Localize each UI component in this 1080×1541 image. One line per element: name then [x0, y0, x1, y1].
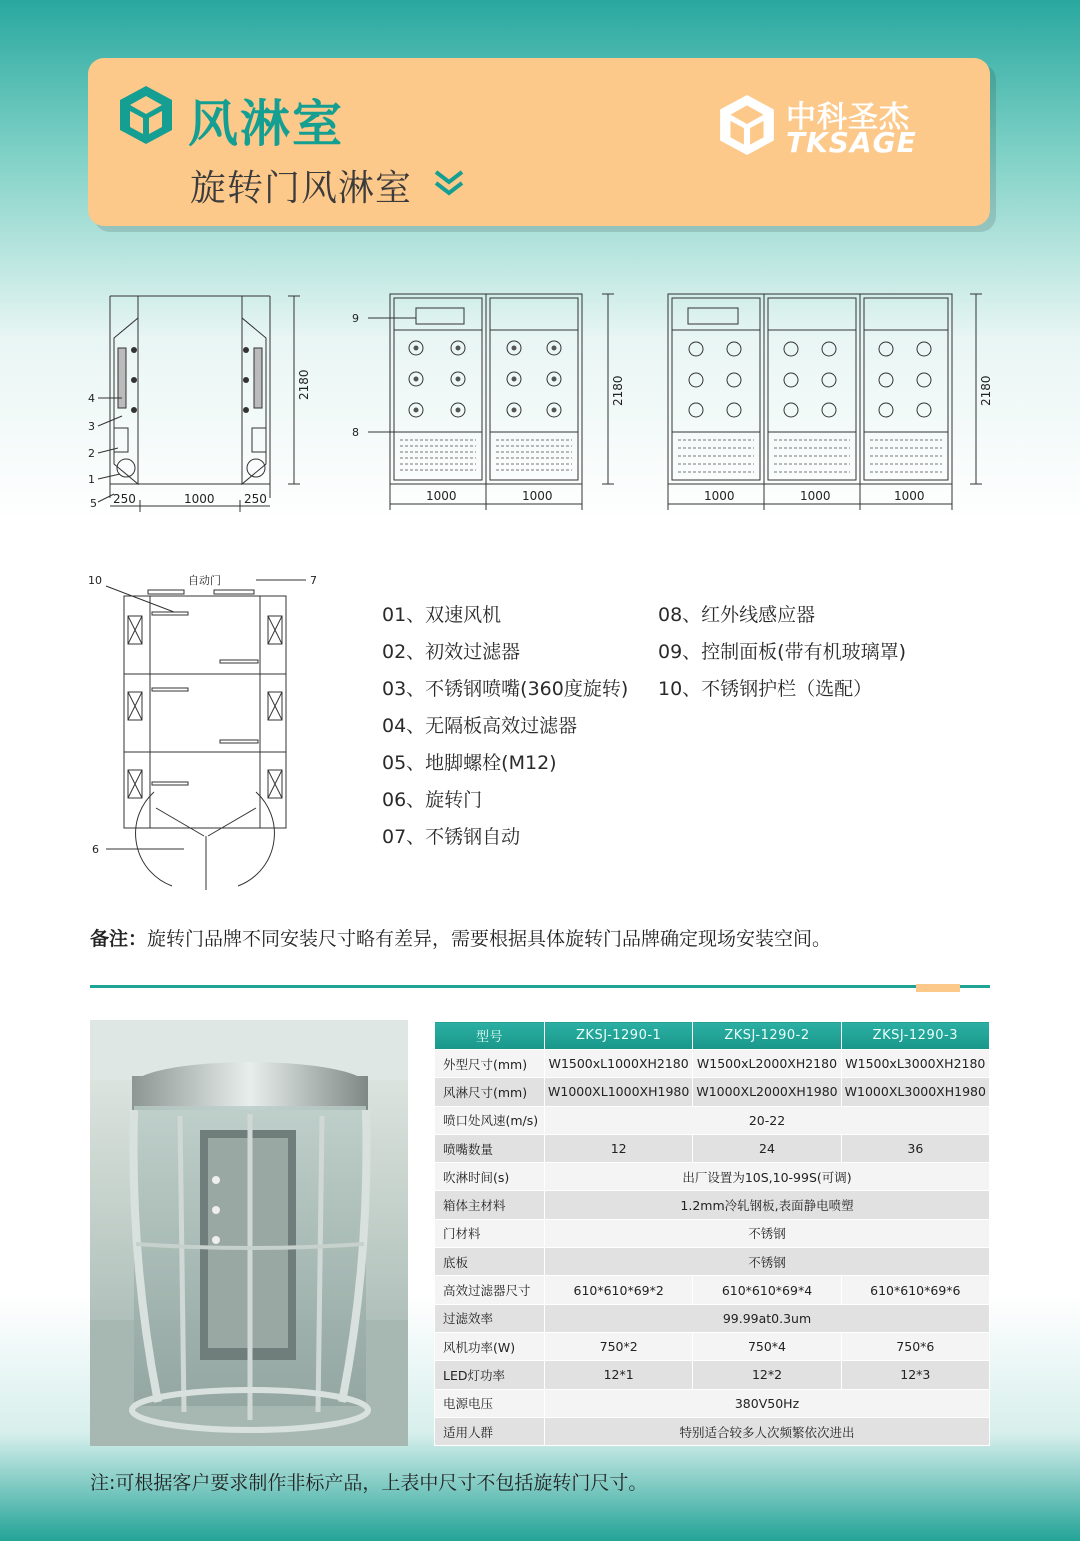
legend-item: 01、双速风机 — [382, 604, 502, 626]
dim-left: 250 — [113, 492, 136, 506]
side-elevation-drawing — [84, 288, 314, 518]
custom-product-note: 注:可根据客户要求制作非标产品，上表中尺寸不包括旋转门尺寸。 — [90, 1472, 648, 1494]
table-cell: 12 — [545, 1134, 693, 1162]
section-divider — [90, 985, 990, 988]
callout-8: 8 — [352, 426, 359, 439]
table-row — [435, 1163, 990, 1191]
row-label: 门材料 — [435, 1219, 545, 1247]
chevron-down-icon — [432, 168, 466, 198]
table-cell: 20-22 — [545, 1106, 990, 1134]
table-cell: W1000XL1000XH1980 — [545, 1078, 693, 1106]
row-label: 高效过滤器尺寸 — [435, 1276, 545, 1304]
table-cell: 380V50Hz — [545, 1389, 990, 1417]
front-elevation-2bay-drawing — [346, 288, 628, 518]
note-label: 备注： — [90, 928, 148, 950]
row-label: 适用人群 — [435, 1417, 545, 1445]
table-cell: W1500xL1000XH2180 — [545, 1050, 693, 1078]
plan-view-drawing — [84, 568, 334, 898]
header-banner — [88, 58, 990, 226]
dim-height: 2180 — [611, 375, 625, 406]
revolving-door-photo-illustration — [90, 1020, 408, 1446]
dim-height: 2180 — [979, 375, 993, 406]
dim-width-3: 1000 — [894, 489, 925, 503]
table-cell: 不锈钢 — [545, 1248, 990, 1276]
row-label: 电源电压 — [435, 1389, 545, 1417]
row-label: 喷口处风速(m/s) — [435, 1106, 545, 1134]
header-model-1: ZKSJ-1290-1 — [545, 1022, 693, 1050]
install-note — [90, 924, 831, 951]
row-label: 吹淋时间(s) — [435, 1163, 545, 1191]
table-row — [435, 1389, 990, 1417]
divider-accent — [916, 984, 960, 992]
row-label: LED灯功率 — [435, 1361, 545, 1389]
legend-item: 06、旋转门 — [382, 789, 483, 811]
table-cell: 1.2mm冷轧钢板,表面静电喷塑 — [545, 1191, 990, 1219]
table-header-row — [435, 1022, 990, 1050]
table-cell: 12*3 — [841, 1361, 989, 1389]
table-cell: 610*610*69*6 — [841, 1276, 989, 1304]
table-row — [435, 1078, 990, 1106]
callout-10: 10 — [88, 574, 102, 587]
dim-width-1: 1000 — [426, 489, 457, 503]
legend-item: 04、无隔板高效过滤器 — [382, 715, 578, 737]
legend-item: 10、不锈钢护栏（选配） — [658, 678, 873, 700]
table-row — [435, 1219, 990, 1247]
brand-name-cn: 中科圣杰 — [786, 100, 910, 135]
page-title: 风淋室 — [188, 95, 344, 153]
table-cell: 24 — [693, 1134, 841, 1162]
dim-width-1: 1000 — [704, 489, 735, 503]
row-label: 箱体主材料 — [435, 1191, 545, 1219]
brand-logo-icon — [116, 84, 176, 146]
door-label: 自动门 — [188, 574, 221, 587]
legend-column-left — [382, 600, 628, 859]
legend-item: 08、红外线感应器 — [658, 604, 816, 626]
legend-item: 07、不锈钢自动 — [382, 826, 521, 848]
table-cell: W1000XL3000XH1980 — [841, 1078, 989, 1106]
brand-name-en: TKSAGE — [786, 126, 917, 159]
callout-5: 5 — [90, 497, 97, 510]
table-cell: W1000XL2000XH1980 — [693, 1078, 841, 1106]
table-cell: 不锈钢 — [545, 1219, 990, 1247]
page-subtitle: 旋转门风淋室 — [190, 168, 413, 209]
table-row — [435, 1304, 990, 1332]
table-row — [435, 1191, 990, 1219]
brand-mark-icon — [716, 92, 778, 158]
table-cell: 12*2 — [693, 1361, 841, 1389]
table-cell: 750*4 — [693, 1332, 841, 1360]
table-cell: W1500xL3000XH2180 — [841, 1050, 989, 1078]
callout-1: 1 — [88, 473, 95, 486]
legend-column-right — [658, 600, 906, 711]
table-row — [435, 1276, 990, 1304]
table-cell: 36 — [841, 1134, 989, 1162]
callout-4: 4 — [88, 392, 95, 405]
legend-item: 02、初效过滤器 — [382, 641, 521, 663]
table-cell: 12*1 — [545, 1361, 693, 1389]
row-label: 底板 — [435, 1248, 545, 1276]
header-model: 型号 — [435, 1022, 545, 1050]
brand-logo — [716, 92, 956, 162]
legend-item: 03、不锈钢喷嘴(360度旋转) — [382, 678, 629, 700]
table-cell: W1500xL2000XH2180 — [693, 1050, 841, 1078]
dim-height: 2180 — [297, 369, 311, 400]
row-label: 外型尺寸(mm) — [435, 1050, 545, 1078]
table-row — [435, 1332, 990, 1360]
table-cell: 610*610*69*2 — [545, 1276, 693, 1304]
table-cell: 99.99at0.3um — [545, 1304, 990, 1332]
table-row — [435, 1417, 990, 1445]
front-elevation-3bay-drawing — [660, 288, 1000, 518]
dim-middle: 1000 — [184, 492, 215, 506]
row-label: 风淋尺寸(mm) — [435, 1078, 545, 1106]
dim-width-2: 1000 — [800, 489, 831, 503]
row-label: 风机功率(W) — [435, 1332, 545, 1360]
note-text: 旋转门品牌不同安装尺寸略有差异，需要根据具体旋转门品牌确定现场安装空间。 — [147, 928, 832, 950]
table-cell: 特别适合较多人次频繁依次进出 — [545, 1417, 990, 1445]
table-row — [435, 1248, 990, 1276]
table-cell: 750*6 — [841, 1332, 989, 1360]
table-row — [435, 1106, 990, 1134]
legend-item: 05、地脚螺栓(M12) — [382, 752, 557, 774]
callout-7: 7 — [310, 574, 317, 587]
row-label: 过滤效率 — [435, 1304, 545, 1332]
callout-6: 6 — [92, 843, 99, 856]
table-row — [435, 1050, 990, 1078]
callout-3: 3 — [88, 420, 95, 433]
table-cell: 750*2 — [545, 1332, 693, 1360]
table-row — [435, 1361, 990, 1389]
callout-2: 2 — [88, 447, 95, 460]
spec-table — [434, 1021, 990, 1446]
dim-right: 250 — [244, 492, 267, 506]
header-model-3: ZKSJ-1290-3 — [841, 1022, 989, 1050]
dim-width-2: 1000 — [522, 489, 553, 503]
product-photo — [90, 1020, 408, 1446]
callout-9: 9 — [352, 312, 359, 325]
header-model-2: ZKSJ-1290-2 — [693, 1022, 841, 1050]
row-label: 喷嘴数量 — [435, 1134, 545, 1162]
table-cell: 610*610*69*4 — [693, 1276, 841, 1304]
table-row — [435, 1134, 990, 1162]
table-cell: 出厂设置为10S,10-99S(可调) — [545, 1163, 990, 1191]
legend-item: 09、控制面板(带有机玻璃罩) — [658, 641, 907, 663]
